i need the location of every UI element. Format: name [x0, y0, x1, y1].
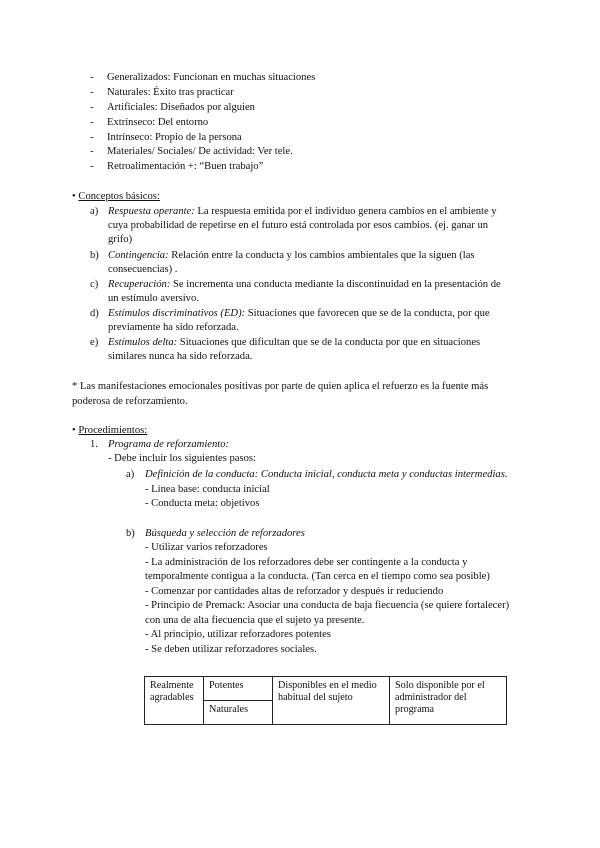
concept-marker: a) [90, 206, 99, 217]
concept-marker: e) [90, 337, 99, 348]
bullet: • [72, 191, 76, 202]
step-line: - Se deben utilizar reforzadores sociales. [145, 644, 317, 655]
step-line: - Principio de Premack: Asociar una conducta de baja fiecuencia (se quiere fortalecer) [145, 600, 510, 611]
concept-item: Estímulos discriminativos (ED): Situaciones que favorecen que se de la conducta, por que [108, 308, 490, 319]
concept-marker: c) [90, 279, 99, 290]
reinforcers-table [144, 676, 507, 725]
concept-line: consecuencias) . [108, 264, 178, 275]
table-cell: Potentes [204, 677, 273, 701]
concept-item: Estímulos delta: Situaciones que dificultan que se de la conducta por que en situaciones [108, 337, 481, 348]
heading-text: Procedimientos: [78, 425, 148, 436]
concept-line: un estímulo aversivo. [108, 293, 199, 304]
note-line: poderosa de reforzamiento. [72, 396, 188, 407]
step-line: - Utilizar varios reforzadores [145, 542, 268, 553]
program-intro: - Debe incluir los siguientes pasos: [108, 453, 256, 464]
heading-text: Conceptos básicos: [78, 191, 160, 202]
concept-item: Respuesta operante: La respuesta emitida por el individuo genera cambios en el ambiente y [108, 206, 497, 217]
concept-line: grifo) [108, 234, 133, 245]
table-cell: Solo disponible por el administrador del programa [390, 677, 507, 725]
step-line: - Al principio, utilizar reforzadores potentes [145, 629, 331, 640]
step-b-title: Búsqueda y selección de reforzadores [145, 528, 305, 539]
concept-line: previamente ha sido reforzada. [108, 322, 239, 333]
note-line: * Las manifestaciones emocionales positivas por parte de quien aplica el refuerzo es la fuente más [72, 381, 489, 392]
concept-item: Contingencia: Relación entre la conducta y los cambios ambientales que la siguen (las [108, 250, 475, 261]
concept-line: cuya probabilidad de repetirse en el futuro está controlada por esos cambios. (ej. ganar un [108, 220, 489, 231]
section-heading-procedimientos [72, 424, 147, 438]
step-line: - Línea base: conducta inicial [145, 484, 270, 495]
section-heading-conceptos [72, 190, 160, 204]
concept-item: Recuperación: Se incrementa una conducta mediante la discontinuidad en la presentación de [108, 279, 501, 290]
table-cell: Disponibles en el medio habitual del sujeto [273, 677, 390, 725]
bullet: • [72, 425, 76, 436]
step-line: con una de alta fiecuencia que el sujeto ya presente. [145, 615, 365, 626]
step-line: - La administración de los reforzadores debe ser contingente a la conducta y [145, 557, 468, 568]
step-a-title: Definición de la conducta: Conducta inicial, conducta meta y conductas intermedias. [145, 469, 508, 480]
table-cell: Realmente agradables [145, 677, 204, 725]
concept-marker: b) [90, 250, 99, 261]
program-marker: 1. [90, 439, 98, 450]
step-marker: b) [126, 528, 135, 539]
step-line: temporalmente contigua a la conducta. (Tan cerca en el tiempo como sea posible) [145, 571, 490, 582]
step-marker: a) [126, 469, 135, 480]
program-title: Programa de reforzamiento: [108, 439, 230, 450]
concept-line: similares nunca ha sido reforzada. [108, 351, 253, 362]
document-page: - Generalizados: Funcionan en muchas situaciones - Naturales: Éxito tras practicar - Artificiales: Diseñados por alguien - Extrínseco: Del entorno - Intrínseco: Propio de la persona - Materiales/ Sociales/ De actividad: Ver tele. - Retroalimentación +: “Buen trabajo” • Conceptos básicos: a) Respuesta operante: La respuesta emitida por el individuo genera cambios en el ambiente y cuya probabilidad de repetirse en el futuro está controlada por esos cambios. (ej. ganar un grifo) b) Contingencia: Relación entre la conducta y los cambios ambientales que la siguen (las consecuencias) . c) Recuperación: Se incrementa una conducta mediante la discontinuidad en la presentación de un estímulo aversivo. d) Estímulos discriminativos (ED): Situaciones que favorecen que se de la conducta, por que previamente ha sido reforzada. e) Estímulos delta: Situaciones que dificultan que se de la conducta por que en situaciones similares nunca ha sido reforzada. * Las manifestaciones emocionales positivas por parte de quien aplica el refuerzo es la fuente más poderosa de reforzamiento. • Procedimientos: 1. Programa de reforzamiento: - Debe incluir los siguientes pasos: a) Definición de la conducta: Conducta inicial, conducta meta y conductas intermedias. - Línea base: conducta inicial - Conducta meta: objetivos b) Búsqueda y selección de reforzadores - Utilizar varios reforzadores - La administración de los reforzadores debe ser contingente a la conducta y temporalmente contigua a la conducta. (Tan cerca en el tiempo como sea posible) - Comenzar por cantidades altas de reforzador y después ir reduciendo - Principio de Premack: Asociar una conducta de baja fiecuencia (se quiere fortalecer) con una de alta fiecuencia que el sujeto ya presente. - Al principio, utilizar reforzadores potentes - Se deben utilizar reforzadores sociales. Realmente agradables Potentes Disponibles en el medio habitual del sujeto Solo disponible por el administrador del programa Naturales [0, 0, 600, 848]
step-line: - Comenzar por cantidades altas de reforzador y después ir reduciendo [145, 586, 444, 597]
step-line: - Conducta meta: objetivos [145, 498, 260, 509]
concept-marker: d) [90, 308, 99, 319]
table-cell: Naturales [204, 701, 273, 725]
